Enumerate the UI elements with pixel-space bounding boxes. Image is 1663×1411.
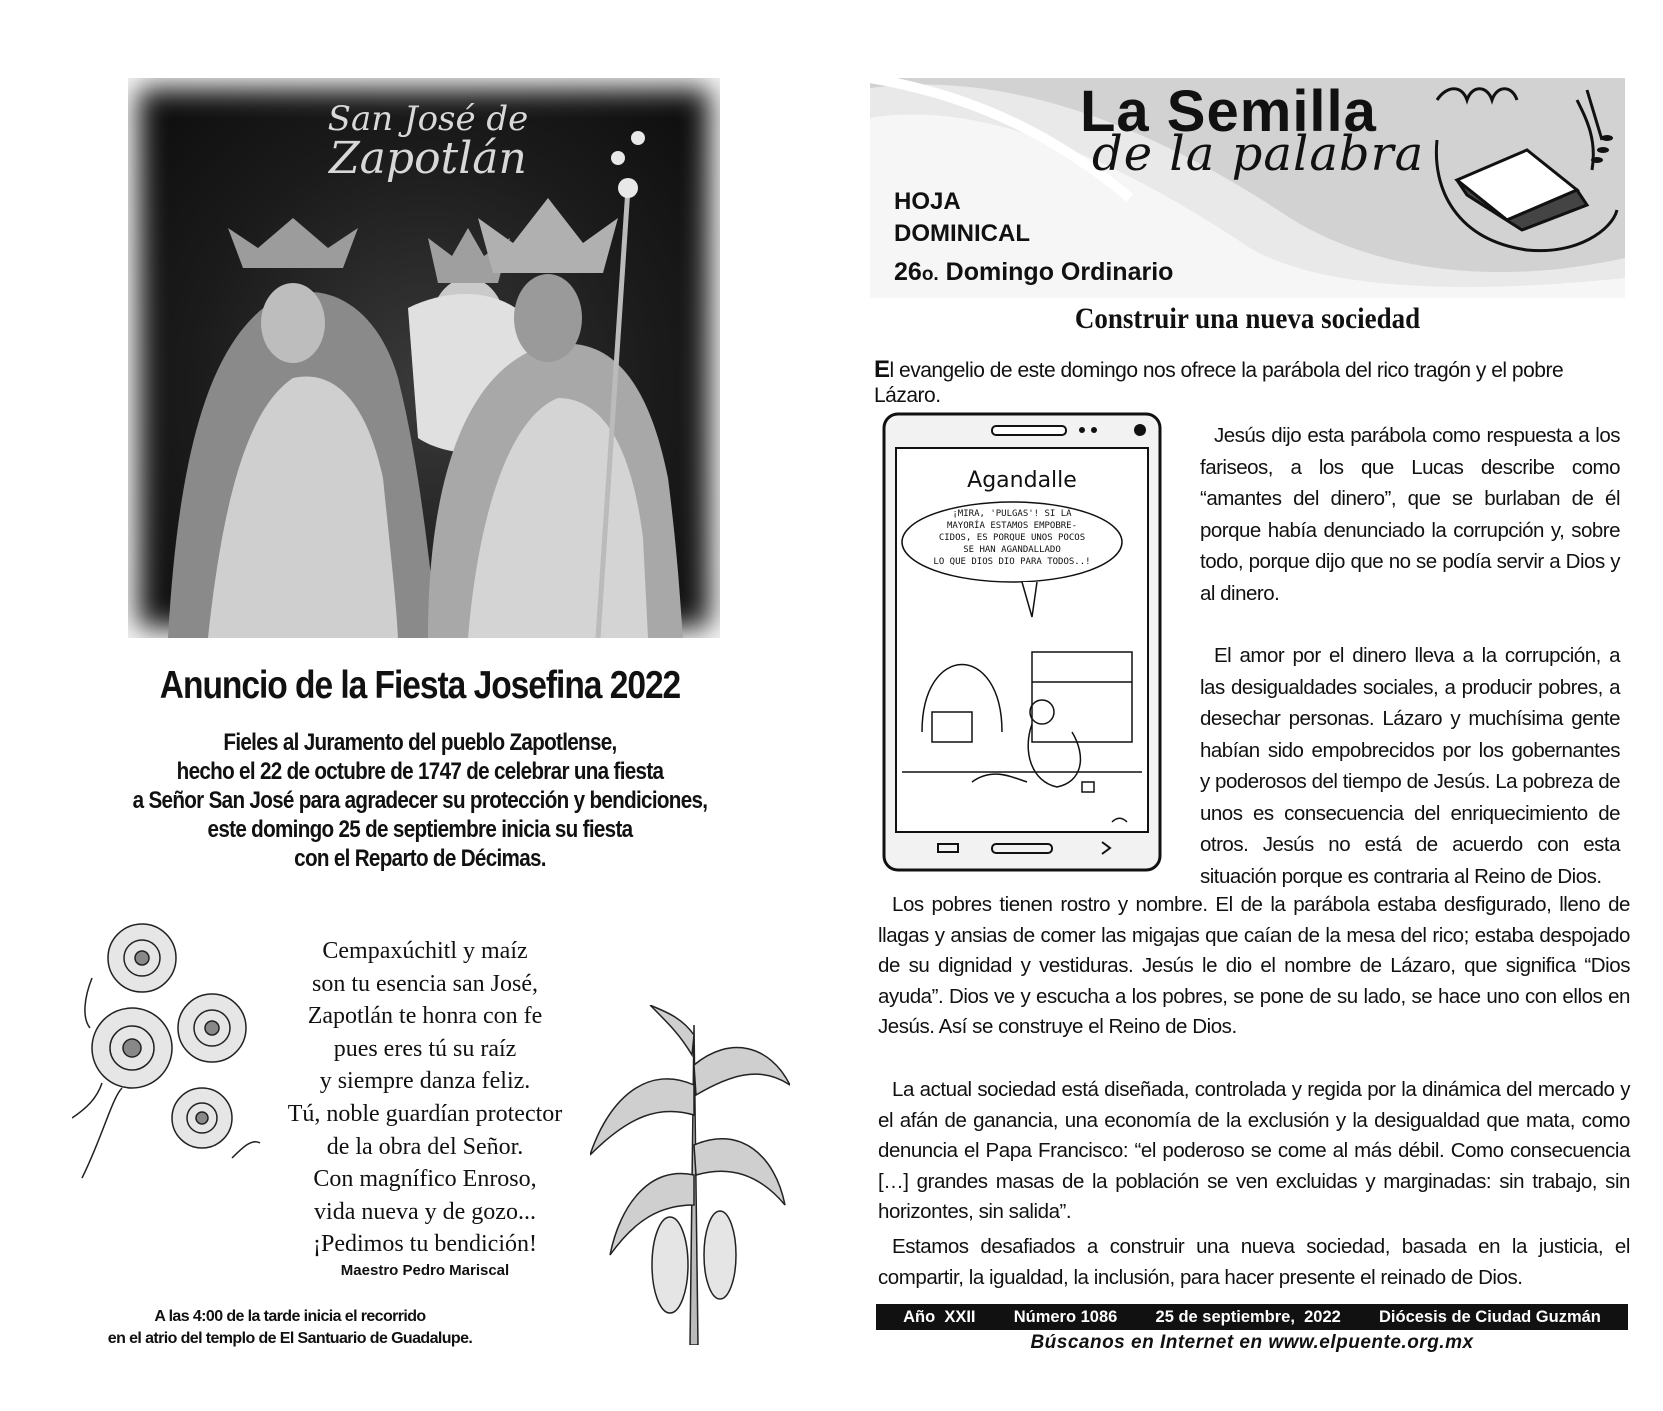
bubble-line: MAYORÍA ESTAMOS EMPOBRE- <box>946 521 1078 531</box>
article-paragraph <box>878 1075 1630 1228</box>
masthead-title: La Semilla <box>1080 79 1377 144</box>
photo-caption <box>308 99 548 184</box>
announcement-line: hecho el 22 de octubre de 1747 de celebrar una fiesta <box>176 758 664 785</box>
lede-text: l evangelio de este domingo nos ofrece la parábola del rico tragón y el pobre Lázaro. <box>874 359 1564 407</box>
paragraph-text: Estamos desafiados a construir una nueva sociedad, basada en la justicia, el compartir, la igualdad, la inclusión, para hacer presente el reinado de Dios. <box>878 1235 1630 1289</box>
poem-line: de la obra del Señor. <box>326 1133 524 1160</box>
poem-line: son tu esencia san José, <box>312 970 538 997</box>
marigold-flowers-illustration <box>72 918 262 1180</box>
bubble-line: LO QUE DIOS DIO PARA TODOS..! <box>933 557 1091 567</box>
photo-caption-line2: Zapotlán <box>329 133 527 184</box>
column-paragraph: Jesús dijo esta parábola como respuesta a los fariseos, a los que Lucas describe como “amantes del dinero”, que se burlaban de él porque había denunciado la corrupción y, sobre todo, porque dijo que no se podía servir a Dios y al dinero. <box>1200 424 1620 605</box>
issue-info-bar <box>876 1304 1628 1330</box>
poem-line: Zapotlán te honra con fe <box>307 1003 543 1030</box>
holy-family-photo <box>128 78 720 638</box>
drop-cap: E <box>874 356 890 383</box>
bubble-line: CIDOS, ES PORQUE UNOS POCOS <box>938 533 1086 543</box>
issue-number: Número 1086 <box>1013 1308 1118 1326</box>
hoja-label-line2: DOMINICAL <box>894 220 1030 247</box>
website-line: Búscanos en Internet en www.elpuente.org.mx <box>1030 1332 1474 1353</box>
article-lede <box>874 356 1634 408</box>
schedule-note-line1: A las 4:00 de la tarde inicia el recorrido <box>154 1308 426 1325</box>
cartoon-phone-illustration <box>882 412 1162 872</box>
issue-date: 25 de septiembre, 2022 <box>1155 1308 1341 1326</box>
hoja-label-line1: HOJA <box>894 188 961 215</box>
announcement-body <box>80 728 760 873</box>
issue-year: Año XXII <box>903 1308 976 1326</box>
schedule-note-line2: en el atrio del templo de El Santuario de Guadalupe. <box>107 1330 473 1347</box>
article-column <box>1200 420 1620 923</box>
issue-diocese: Diócesis de Ciudad Guzmán <box>1379 1308 1601 1326</box>
sunday-number: 26 <box>894 258 922 286</box>
cartoon-title: Agandalle <box>967 468 1077 493</box>
sunday-label <box>894 258 1173 287</box>
poem-line: y siempre danza feliz. <box>319 1068 531 1095</box>
masthead <box>870 78 1625 298</box>
bubble-line: ¡MIRA, 'PULGAS'! SI LA <box>952 509 1072 519</box>
poem-line: pues eres tú su raíz <box>333 1035 517 1062</box>
sunday-text: Domingo Ordinario <box>945 258 1174 286</box>
paragraph-text: Los pobres tienen rostro y nombre. El de la parábola estaba desfigurado, lleno de llagas y ansias de comer las migajas que caían de la mesa del rico; estaba despojado de su dignidad y vestiduras. Jesús le dio el nombre de Lázaro, que significa “Dios ayuda”. Dios ve y escucha a los pobres, se pone de su lado, se hace uno con ellos en Jesús. Así se construye el Reino de Dios. <box>878 893 1630 1038</box>
open-bible-wheat-icon <box>1427 80 1625 280</box>
poem-line: Cempaxúchitl y maíz <box>322 938 528 964</box>
announcement-line: con el Reparto de Décimas. <box>294 845 546 872</box>
announcement-line: Fieles al Juramento del pueblo Zapotlense, <box>223 729 617 756</box>
photo-caption-line1: San José de <box>327 99 529 139</box>
right-page <box>860 0 1663 1411</box>
sunday-ordinal: o. <box>921 264 939 285</box>
poem <box>255 935 595 1281</box>
schedule-note <box>80 1306 500 1350</box>
announcement-line: a Señor San José para agradecer su protección y bendiciones, <box>132 787 708 814</box>
masthead-subtitle: de la palabra <box>1092 126 1425 182</box>
article-paragraph <box>878 1232 1630 1293</box>
announcement-title: Anuncio de la Fiesta Josefina 2022 <box>159 664 681 707</box>
poem-line: Tú, noble guardían protector <box>287 1100 563 1127</box>
column-paragraph: El amor por el dinero lleva a la corrupción, a las desigualdades sociales, a producir pobres, a desechar personas. Lázaro y muchísima gente habían sido empobrecidos por los gobernantes y poderosos del tiempo de Jesús. La pobreza de unos es consecuencia del enriquecimiento de otros. Jesús no está de acuerdo con esta situación porque es contraria al Reino de Dios. <box>1200 644 1620 888</box>
poem-line: Con magnífico Enroso, <box>313 1166 537 1193</box>
poem-line: vida nueva y de gozo... <box>314 1198 536 1225</box>
announcement-line: este domingo 25 de septiembre inicia su fiesta <box>207 816 633 843</box>
article-title: Construir una nueva sociedad <box>1074 302 1421 335</box>
hoja-dominical-label <box>894 186 1030 250</box>
paragraph-text: La actual sociedad está diseñada, controlada y regida por la dinámica del mercado y el afán de ganancia, una economía de la exclusión y la desigualdad que mata, como denuncia el Papa Francisco: “el poderoso se come al más débil. Como consecuencia […] grandes masas de la población se ven excluidas y marginadas: sin trabajo, sin horizontes, sin salida”. <box>878 1078 1630 1223</box>
poem-line: ¡Pedimos tu bendición! <box>313 1231 537 1258</box>
corn-plant-illustration <box>590 1005 790 1345</box>
bubble-line: SE HAN AGANDALLADO <box>963 545 1061 555</box>
poem-author: Maestro Pedro Mariscal <box>340 1261 510 1279</box>
article-paragraph <box>878 890 1630 1043</box>
